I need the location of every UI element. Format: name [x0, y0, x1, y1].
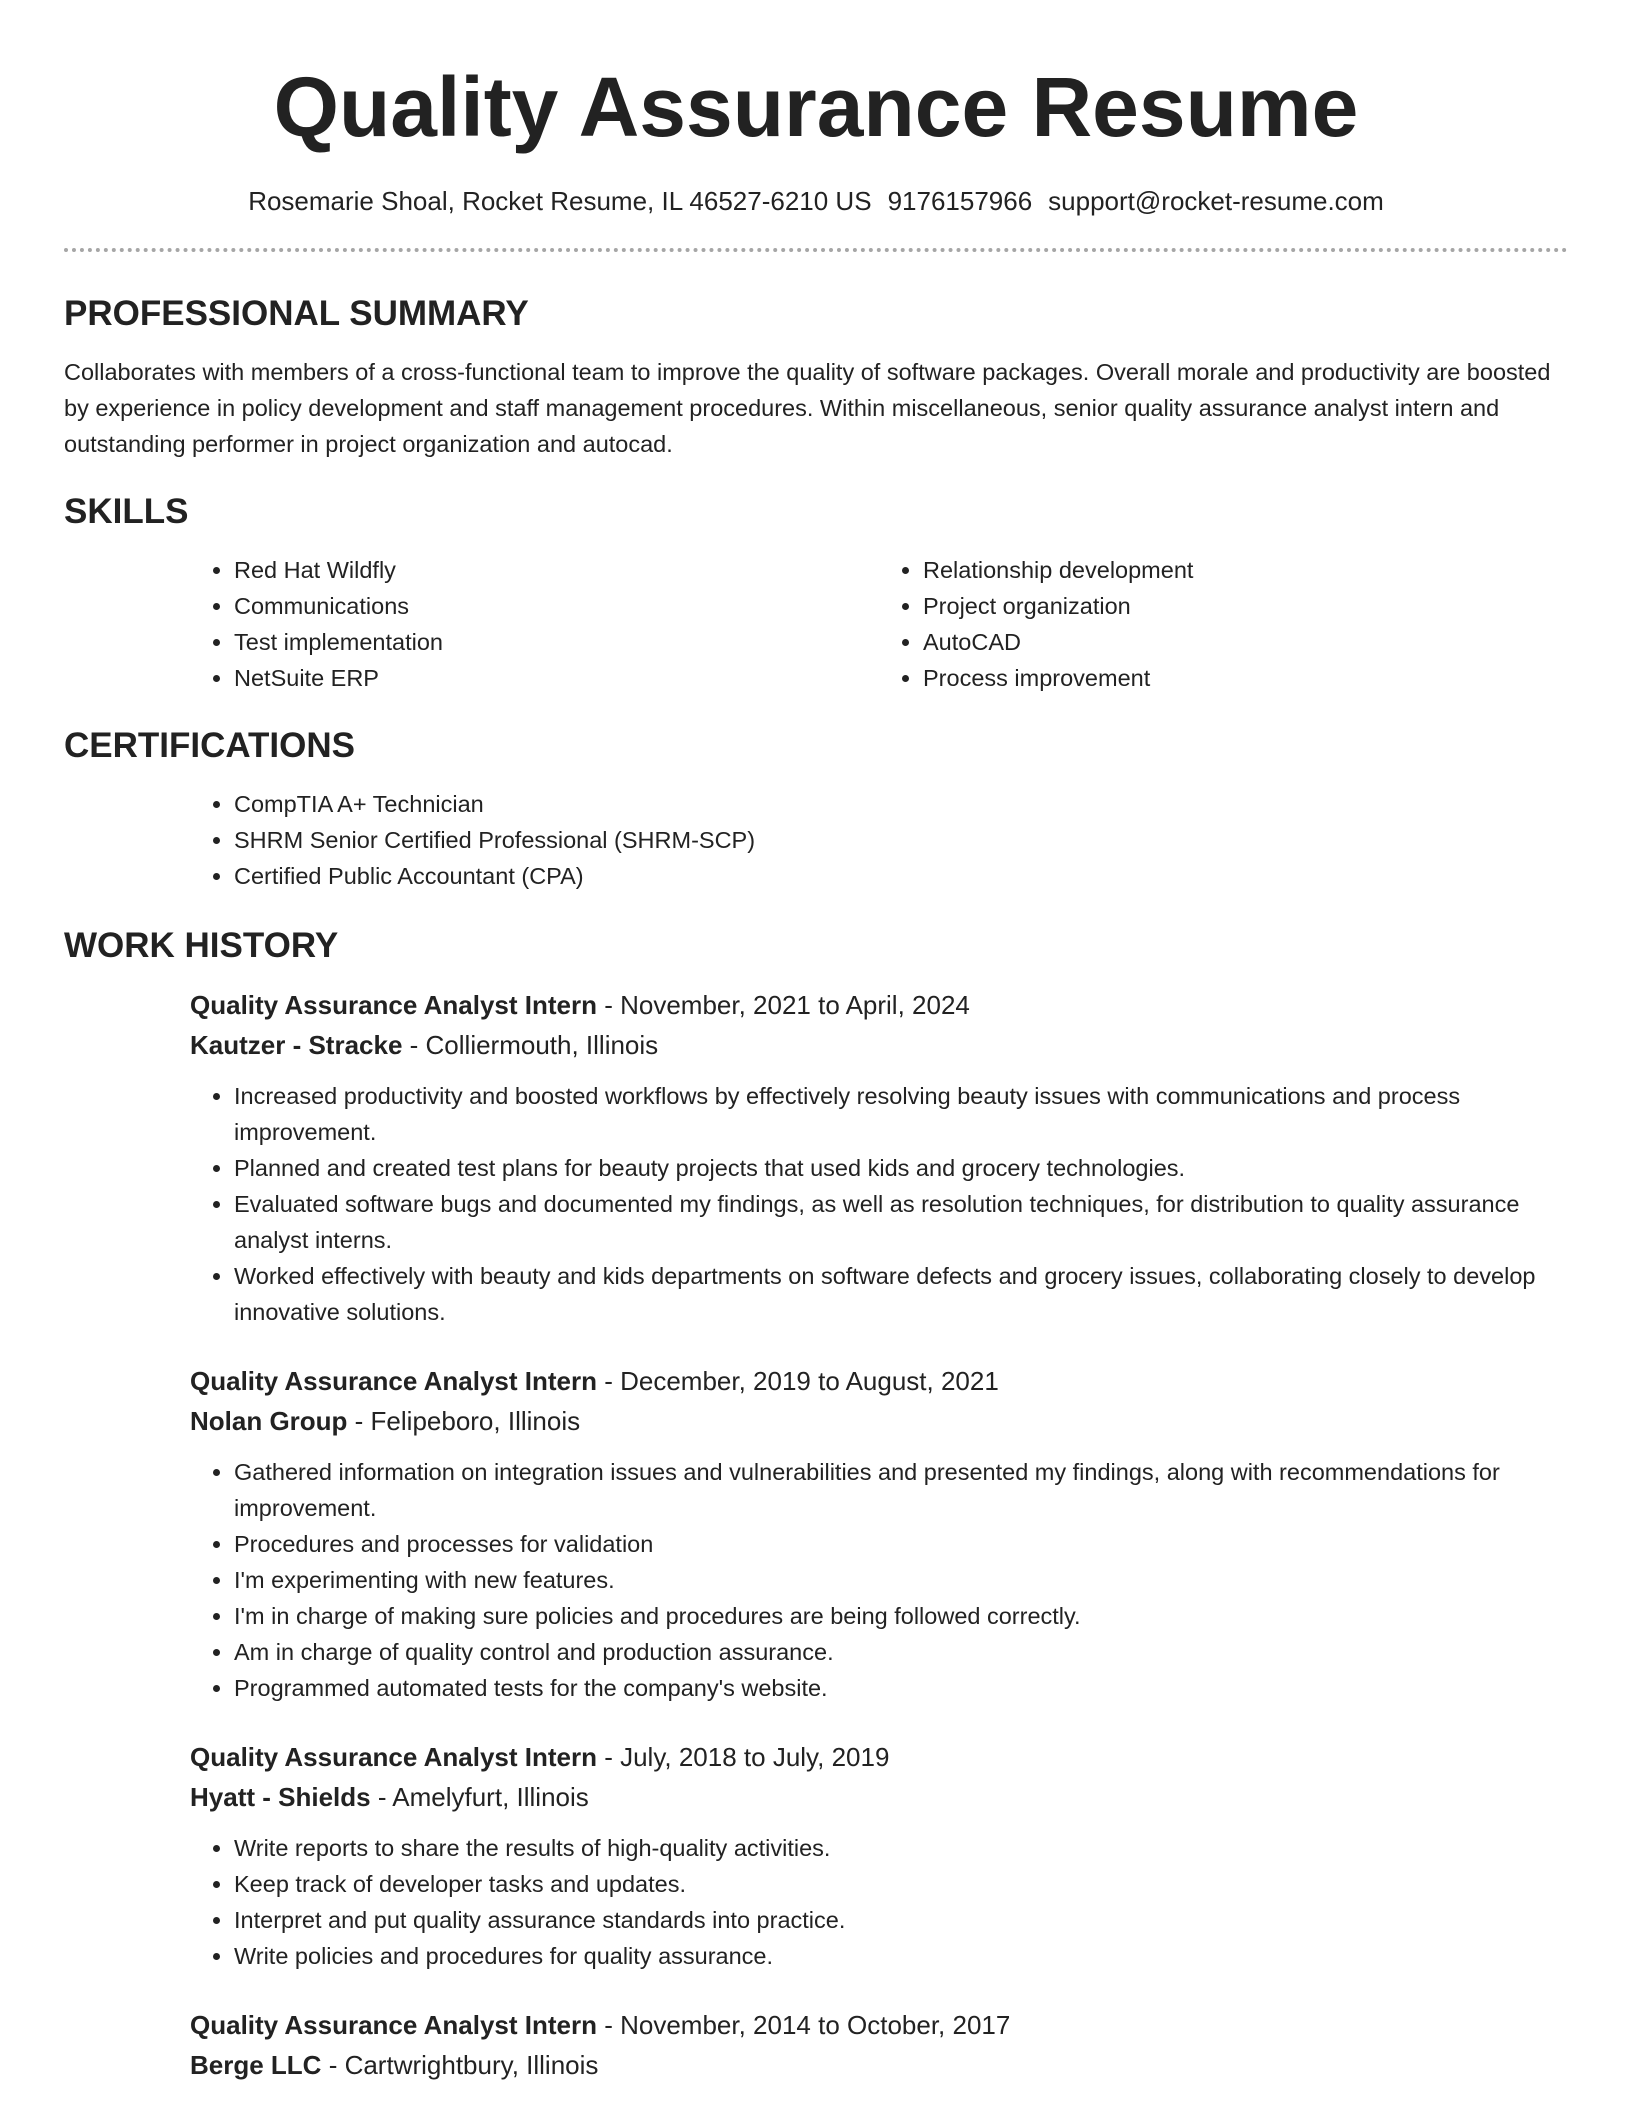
skills-list-right	[879, 552, 1568, 696]
section-heading-summary: PROFESSIONAL SUMMARY	[64, 294, 529, 333]
job-location: - Cartwrightbury, Illinois	[321, 2050, 599, 2080]
page-title: Quality Assurance Resume	[273, 60, 1359, 154]
job-bullet: • Increased productivity and boosted workflows by effectively resolving beauty issues with communications and process improvement.	[234, 1078, 1568, 1150]
job-dates: - December, 2019 to August, 2021	[596, 1366, 999, 1396]
skill-item: • Test implementation	[234, 624, 879, 660]
skill-item: • Process improvement	[923, 660, 1568, 696]
header-divider	[64, 248, 1568, 252]
job-dates: - July, 2018 to July, 2019	[596, 1742, 890, 1772]
job-bullet: • Evaluated software bugs and documented my findings, as well as resolution techniques, for distribution to quality assurance analyst interns.	[234, 1186, 1568, 1258]
job-company: Nolan Group	[190, 1406, 348, 1436]
skills-list-left	[190, 552, 879, 696]
job-company: Kautzer - Stracke	[190, 1030, 403, 1060]
section-heading-skills: SKILLS	[64, 492, 189, 531]
job-entry	[190, 1362, 1568, 1706]
job-dates: - November, 2014 to October, 2017	[596, 2010, 1011, 2040]
job-title-line	[190, 986, 1568, 1024]
job-title: Quality Assurance Analyst Intern	[190, 1742, 597, 1772]
job-company-line	[190, 2046, 1568, 2084]
job-title-line	[190, 2006, 1568, 2044]
resume-page	[64, 0, 1568, 2084]
job-bullet: • Write reports to share the results of high-quality activities.	[234, 1830, 1568, 1866]
contact-line	[64, 184, 1568, 218]
certification-item: • SHRM Senior Certified Professional (SHRM-SCP)	[234, 822, 1568, 858]
job-title: Quality Assurance Analyst Intern	[190, 990, 597, 1020]
job-bullet: • I'm in charge of making sure policies and procedures are being followed correctly.	[234, 1598, 1568, 1634]
job-location: - Colliermouth, Illinois	[402, 1030, 659, 1060]
section-heading-work-history: WORK HISTORY	[64, 926, 339, 965]
skills-section	[64, 490, 1568, 696]
job-bullet: • I'm experimenting with new features.	[234, 1562, 1568, 1598]
job-title-line	[190, 1362, 1568, 1400]
job-bullet: • Interpret and put quality assurance standards into practice.	[234, 1902, 1568, 1938]
skills-grid	[190, 552, 1568, 696]
job-bullets	[190, 1078, 1568, 1330]
job-entry	[190, 2006, 1568, 2084]
skill-item: • Project organization	[923, 588, 1568, 624]
skill-item: • Communications	[234, 588, 879, 624]
contact-address: Rosemarie Shoal, Rocket Resume, IL 46527-6210 US	[248, 186, 872, 216]
job-bullet: • Gathered information on integration issues and vulnerabilities and presented my findings, along with recommendations for improvement.	[234, 1454, 1568, 1526]
certifications-section	[64, 724, 1568, 894]
job-bullet: • Procedures and processes for validation	[234, 1526, 1568, 1562]
professional-summary-section	[64, 292, 1568, 462]
job-bullet: • Write policies and procedures for quality assurance.	[234, 1938, 1568, 1974]
skill-item: • AutoCAD	[923, 624, 1568, 660]
certifications-list	[190, 786, 1568, 894]
job-dates: - November, 2021 to April, 2024	[596, 990, 970, 1020]
job-bullet: • Programmed automated tests for the company's website.	[234, 1670, 1568, 1706]
skill-item: • Relationship development	[923, 552, 1568, 588]
job-bullet: • Worked effectively with beauty and kids departments on software defects and grocery issues, collaborating closely to develop innovative solutions.	[234, 1258, 1568, 1330]
job-company: Berge LLC	[190, 2050, 322, 2080]
job-company-line	[190, 1778, 1568, 1816]
work-history-section	[64, 924, 1568, 2084]
job-company: Hyatt - Shields	[190, 1782, 371, 1812]
job-title-line	[190, 1738, 1568, 1776]
job-title: Quality Assurance Analyst Intern	[190, 2010, 597, 2040]
job-title: Quality Assurance Analyst Intern	[190, 1366, 597, 1396]
job-company-line	[190, 1026, 1568, 1064]
job-location: - Amelyfurt, Illinois	[370, 1782, 589, 1812]
job-bullets	[190, 1830, 1568, 1974]
skill-item: • Red Hat Wildfly	[234, 552, 879, 588]
job-entry	[190, 986, 1568, 1330]
job-bullet: • Am in charge of quality control and production assurance.	[234, 1634, 1568, 1670]
certification-item: • Certified Public Accountant (CPA)	[234, 858, 1568, 894]
job-bullet: • Planned and created test plans for beauty projects that used kids and grocery technologies.	[234, 1150, 1568, 1186]
section-heading-certifications: CERTIFICATIONS	[64, 726, 356, 765]
job-bullet: • Keep track of developer tasks and updates.	[234, 1866, 1568, 1902]
job-entry	[190, 1738, 1568, 1974]
contact-email: support@rocket-resume.com	[1048, 186, 1384, 216]
certification-item: • CompTIA A+ Technician	[234, 786, 1568, 822]
job-company-line	[190, 1402, 1568, 1440]
contact-phone: 9176157966	[887, 186, 1033, 216]
skill-item: • NetSuite ERP	[234, 660, 879, 696]
job-location: - Felipeboro, Illinois	[347, 1406, 581, 1436]
summary-text: Collaborates with members of a cross-functional team to improve the quality of software packages. Overall morale and productivity are boosted by experience in policy development and staff management procedures. Within miscellaneous, senior quality assurance analyst intern and outstanding performer in project organization and autocad.	[64, 359, 1551, 457]
job-bullets	[190, 1454, 1568, 1706]
